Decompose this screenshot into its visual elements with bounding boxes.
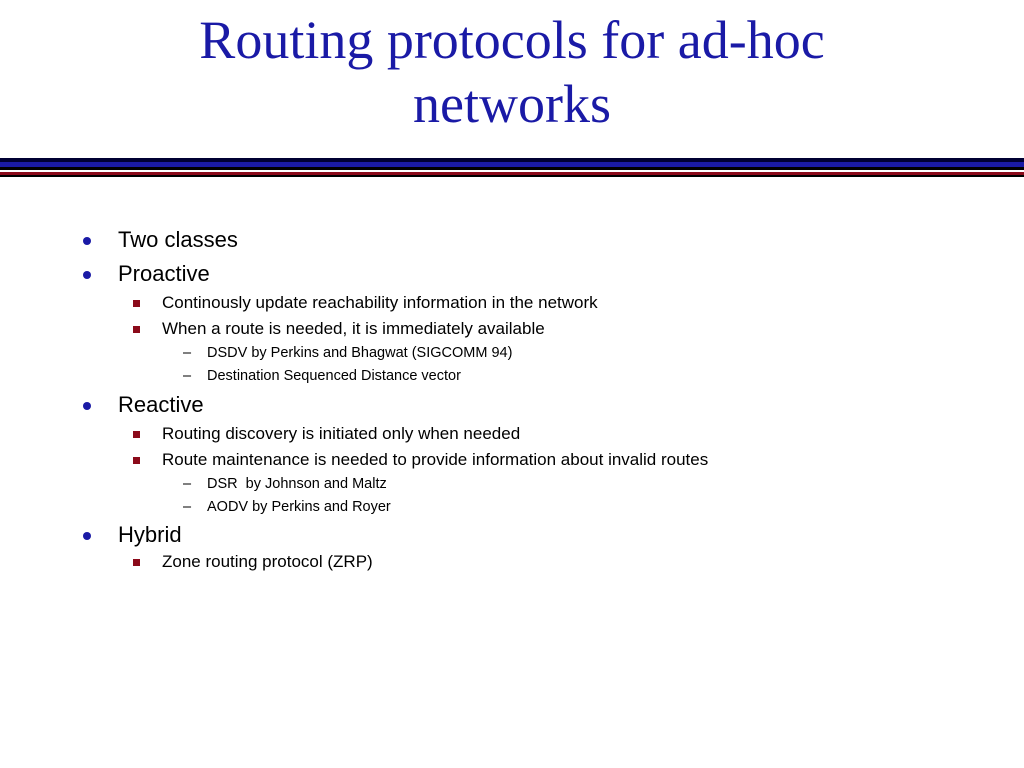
bullet-proactive-sub2-b: Destination Sequenced Distance vector	[207, 368, 461, 384]
dash-bullet-icon: –	[183, 345, 192, 361]
dot-bullet-icon	[83, 402, 91, 410]
square-bullet-icon	[133, 457, 140, 464]
bullet-hybrid: Hybrid	[118, 522, 182, 547]
bullet-proactive-sub2: When a route is needed, it is immediately available	[162, 319, 545, 338]
square-bullet-icon	[133, 559, 140, 566]
square-bullet-icon	[133, 431, 140, 438]
dash-bullet-icon: –	[183, 368, 192, 384]
bullet-reactive: Reactive	[118, 392, 204, 417]
bullet-hybrid-sub1: Zone routing protocol (ZRP)	[162, 552, 373, 571]
bullet-reactive-sub2-a: DSR by Johnson and Maltz	[207, 476, 387, 492]
bullet-reactive-sub2-b: AODV by Perkins and Royer	[207, 499, 391, 515]
title-rule-black	[0, 167, 1024, 170]
slide-title	[0, 8, 1024, 136]
dash-bullet-icon: –	[183, 499, 192, 515]
bullet-two-classes: Two classes	[118, 227, 238, 252]
bullet-reactive-sub2: Route maintenance is needed to provide information about invalid routes	[162, 450, 709, 469]
bullet-proactive-sub1: Continously update reachability information in the network	[162, 293, 598, 312]
dash-bullet-icon: –	[183, 476, 192, 492]
dot-bullet-icon	[83, 237, 91, 245]
slide-title-line2: networks	[413, 74, 611, 134]
bullet-reactive-sub1: Routing discovery is initiated only when needed	[162, 424, 521, 443]
bullet-proactive: Proactive	[118, 261, 210, 286]
slide-title-line1: Routing protocols for ad-hoc	[199, 10, 825, 70]
title-rule-bottom	[0, 175, 1024, 177]
dot-bullet-icon	[83, 271, 91, 279]
dot-bullet-icon	[83, 532, 91, 540]
square-bullet-icon	[133, 326, 140, 333]
square-bullet-icon	[133, 300, 140, 307]
bullet-proactive-sub2-a: DSDV by Perkins and Bhagwat (SIGCOMM 94)	[207, 345, 513, 361]
